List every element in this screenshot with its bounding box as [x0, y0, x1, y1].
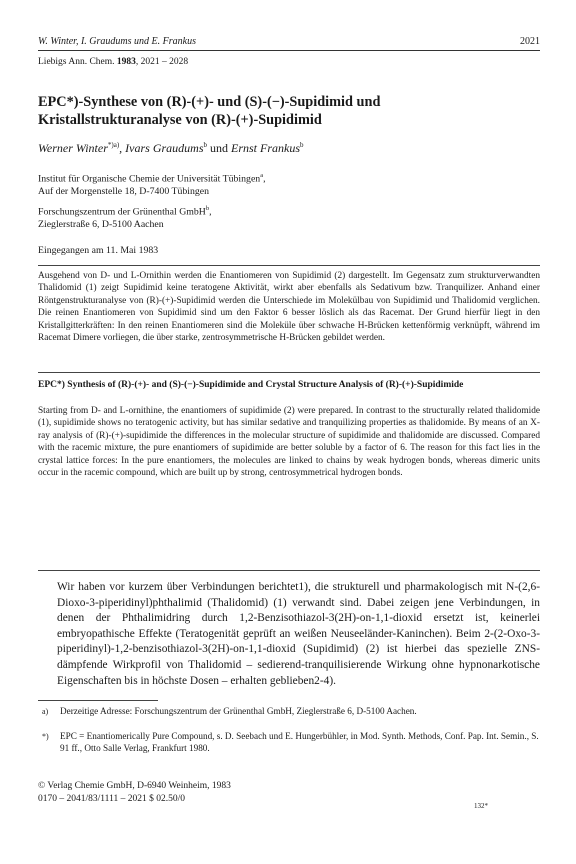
abstract-rule-top [38, 265, 540, 266]
affiliation-a: Institut für Organische Chemie der Universität Tübingen$^a$, Auf der Morgenstelle 18, D-7400 Tübingen [38, 172, 266, 198]
abstract-german: Ausgehend von D- und L-Ornithin werden die Enantiomeren von Supidimid (2) dargestellt. Im Gegensatz zum strukturverwandten Thalidomid (1) zeigt Supidimid keine teratogene Aktivität, wirkt aber ebenfalls als Sedativum bzw. Tranquilizer. Anhand einer Röntgenstrukturanalyse von (R)-(+)-Supidimid werden die Unterschiede im Molekülbau von Supidimid und Thalidomid verglichen. Die reinen Enantiomeren von Supidimid sind um den Faktor 6 besser löslich als das Racemat. Der Grund hierfür liegt in den Kristallgitterkräften: In den reinen Enantiomeren sind die Moleküle über schwache H-Brücken kettenförmig verknüpft, während im Racemat Dimere vorliegen, die über starke, zentrosymmetrische H-Brücken gebildet werden. [38, 271, 540, 344]
received-date: Eingegangen am 11. Mai 1983 [38, 245, 159, 256]
footnote-rule [38, 700, 158, 701]
title-line-2: Kristallstrukturanalyse von (R)-(+)-Supidimid [38, 112, 322, 128]
author-name: Werner Winter [38, 141, 108, 155]
page-number: 2021 [520, 36, 540, 47]
signature-mark: 132* [474, 802, 488, 810]
copyright-block [38, 780, 231, 806]
copyright-line: © Verlag Chemie GmbH, D-6940 Weinheim, 1983 [38, 781, 231, 791]
body-paragraph: Wir haben vor kurzem über Verbindungen berichtet1), die strukturell und pharmakologisch mit N-(2,6-Dioxo-3-piperidinyl)phthalimid (Thalidomid) (1) verwandt sind. Dabei zeigen jene Verbindungen, in denen der Phthalimidring durch 1,2-Benzisothiazol-3(2H)-on-1,1-dioxid ersetzt ist, keinerlei embryopathische Effekte (Teratogenität geprüft an weißen Neuseeländer-Kaninchen). Beim 2-(2-Oxo-3-piperidinyl)-1,2-benzisothiazol-3(2H)-on-1,1-dioxid (Supidimid) (2) ist hierbei das spezielle ZNS-dämpfende Wirkprofil von Thalidomid – sedierend-tranquilisierende Wirkung ohne hypnonarkotische Eigenschaften bis in höchste Dosen – erhalten geblieben2-4). [57, 581, 540, 687]
article-title [38, 93, 540, 129]
english-title: EPC*) Synthesis of (R)-(+)- and (S)-(−)-Supidimide and Crystal Structure Analysis of (R)-(+)-Supidimide [38, 380, 464, 390]
footnote-mark: *) [42, 732, 49, 741]
abstract-rule-bottom [38, 570, 540, 571]
abstract-english: Starting from D- and L-ornithine, the enantiomers of supidimide (2) were prepared. In contrast to the structurally related thalidomide (1), supidimide shows no teratogenic activity, but has similar sedative and tranquilizing properties as thalidomide. By means of an X-ray analysis of (R)-(+)-supidimide the differences in the molecular structure of supidimide and thalidomide are discussed. Compared with the racemic mixture, the pure enantiomers of supidimide are better soluble by a factor of 6. The reason for this fact lies in the crystal lattice forces: In the pure enantiomers, the molecules are linked to chains by weak hydrogen bonds, whereas dimeric units occur in the racemic compound, which are built up by strong, centrosymmetrical hydrogen bonds. [38, 406, 540, 479]
issn-line: 0170 – 2041/83/1111 – 2021 $ 02.50/0 [38, 794, 185, 804]
running-head [38, 36, 540, 47]
affiliation-b: Forschungszentrum der Grünenthal GmbH$^b$, Zieglerstraße 6, D-5100 Aachen [38, 205, 212, 231]
footnote-text: Derzeitige Adresse: Forschungszentrum der Grünenthal GmbH, Zieglerstraße 6, D-5100 Aachen. [60, 706, 417, 716]
footnote-1 [42, 706, 540, 718]
author-name: Ernst Frankus [231, 141, 301, 155]
abstract-rule-mid [38, 372, 540, 373]
header-rule [38, 50, 540, 51]
title-line-1: EPC*)-Synthese von (R)-(+)- und (S)-(−)-Supidimid und [38, 94, 381, 110]
footnote-mark: a) [42, 707, 49, 716]
author-name: , Ivars Graudums [119, 141, 204, 155]
footnote-2 [42, 731, 540, 754]
journal-citation: Liebigs Ann. Chem. 1983, 2021 – 2028 [38, 57, 189, 67]
author-list: Werner Winter$^{*)a)}$, Ivars Graudums$^b$ und Ernst Frankus$^b$ [38, 141, 304, 155]
running-title: W. Winter, I. Graudums und E. Frankus [38, 36, 196, 47]
footnote-text: EPC = Enantiomerically Pure Compound, s. D. Seebach und E. Hungerbühler, in Mod. Synth. Methods, Conf. Pap. Int. Semin., S. 91 ff., Otto Salle Verlag, Frankfurt 1980. [60, 731, 539, 753]
